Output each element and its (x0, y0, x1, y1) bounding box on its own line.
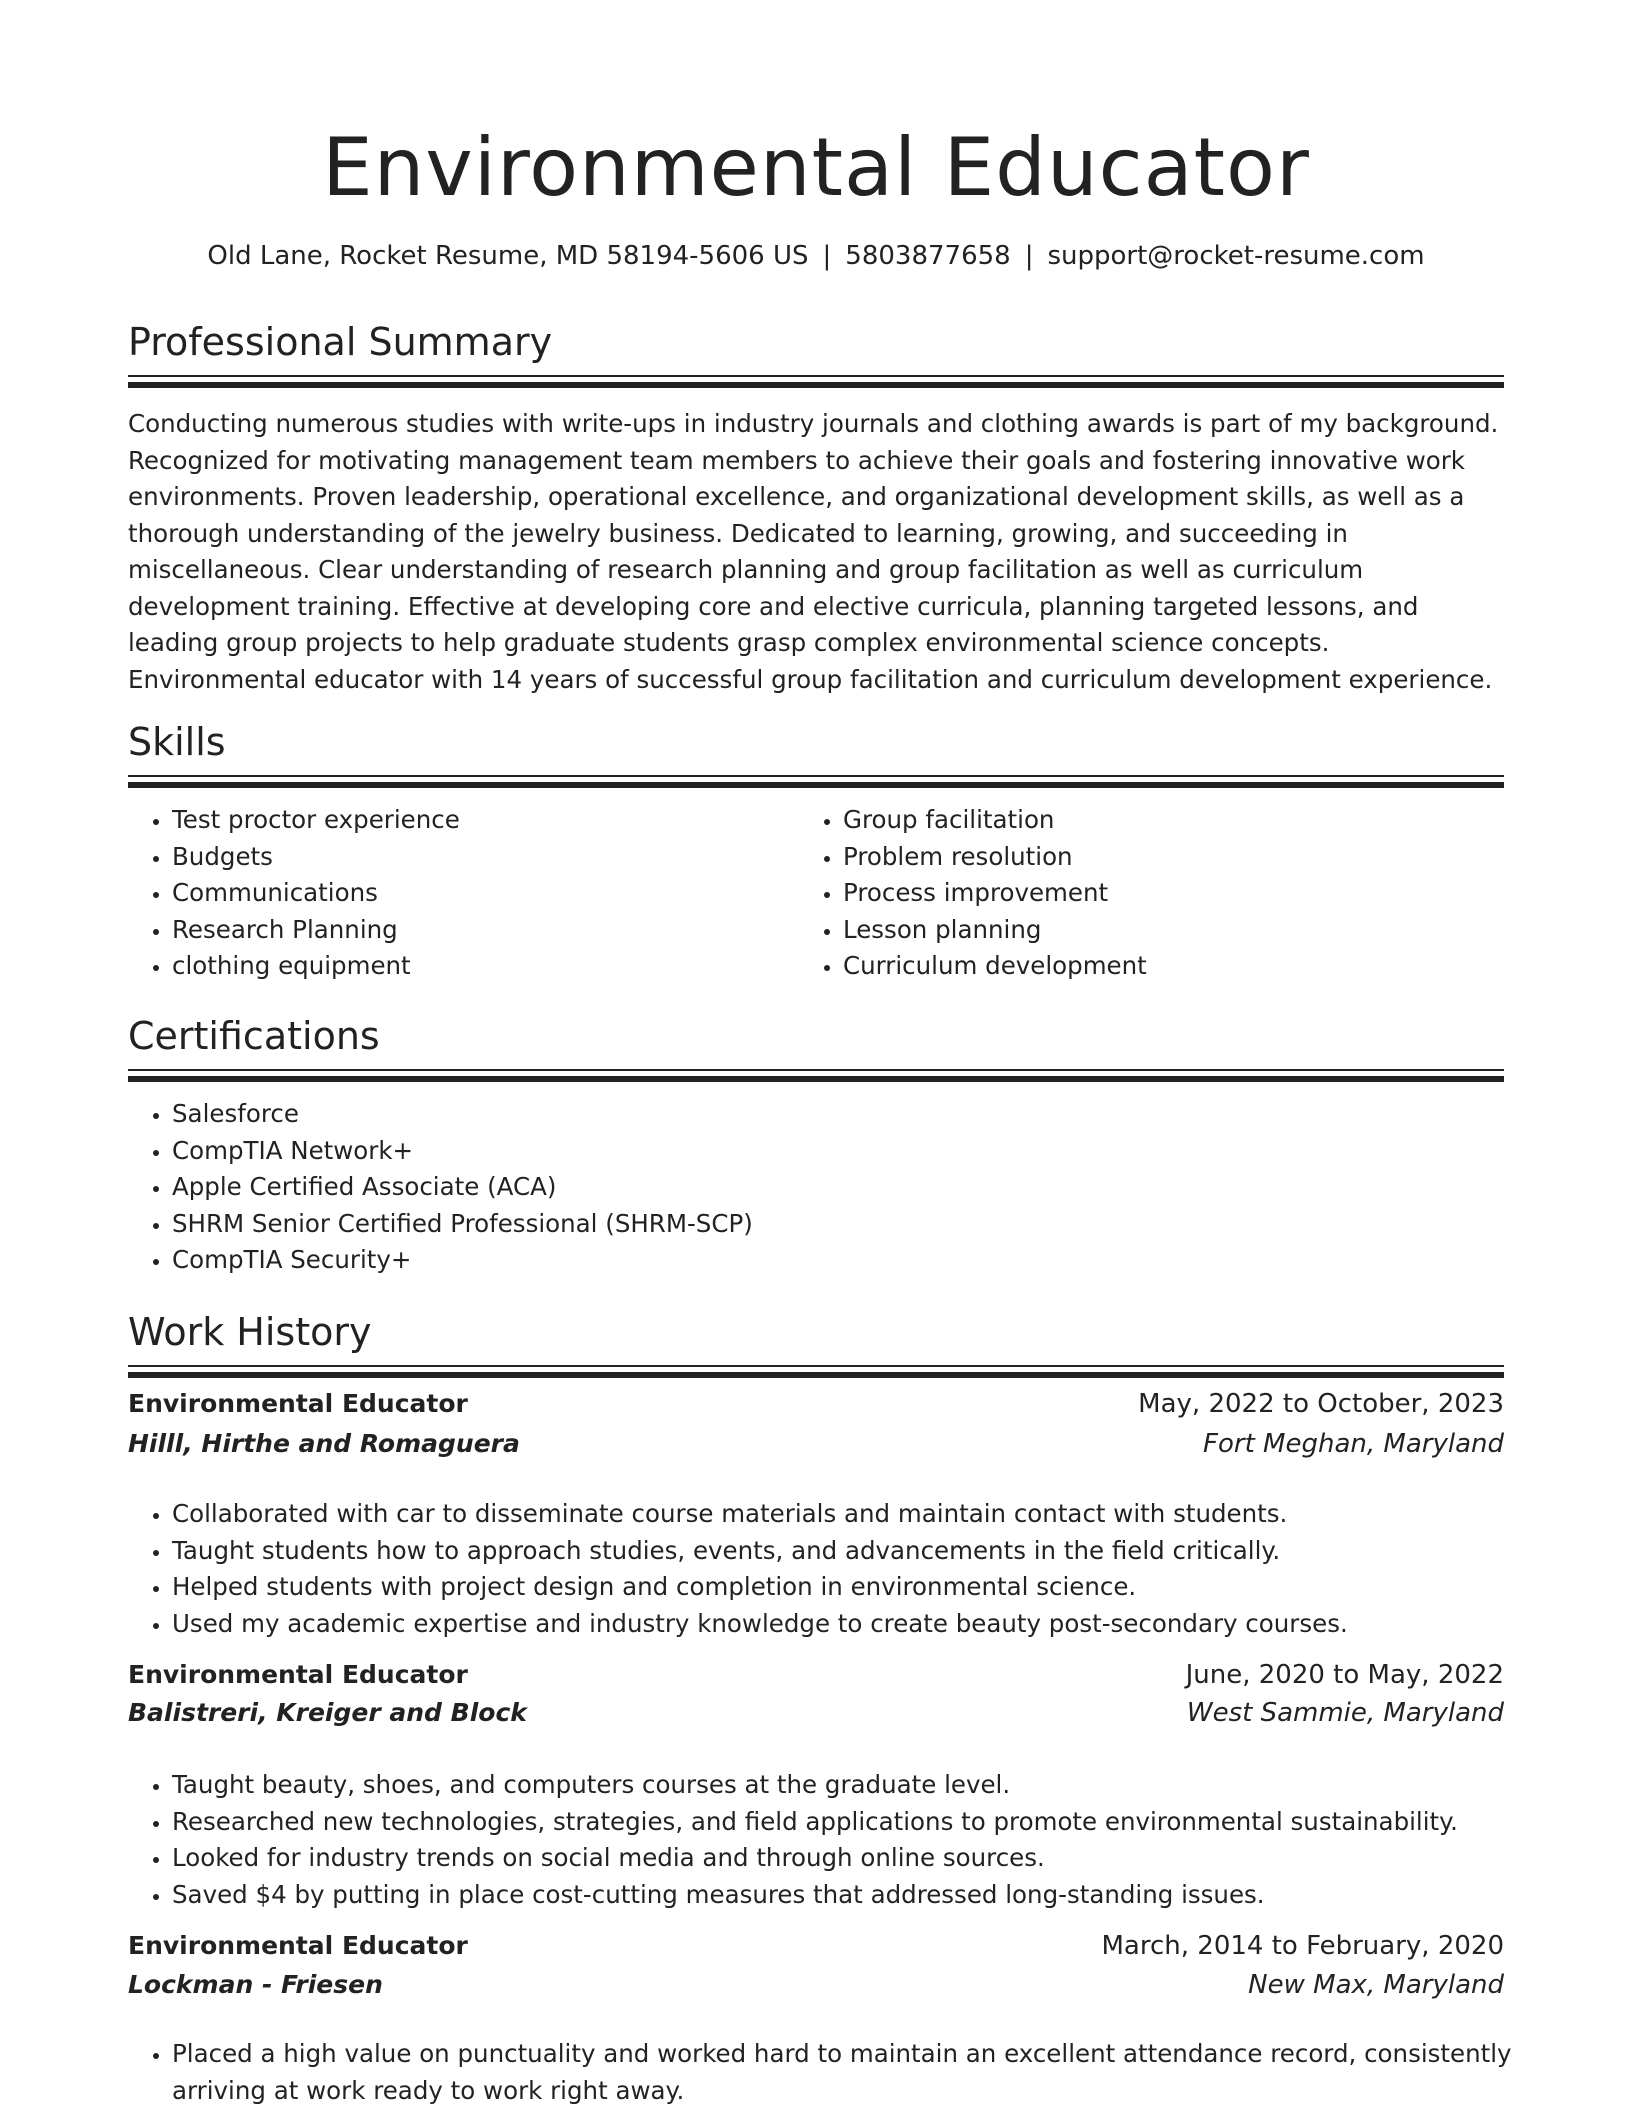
skills-list-left (128, 802, 812, 985)
summary-text: Conducting numerous studies with write-ups in industry journals and clothing awards is part of my background. Recognized for motivating management team members to achieve their goals and fostering innovative work environments. Proven leadership, operational excellence, and organizational development skills, as well as a thorough understanding of the jewelry business. Dedicated to learning, growing, and succeeding in miscellaneous. Clear understanding of research planning and group facilitation as well as curriculum development training. Effective at developing core and elective curricula, planning targeted lessons, and leading group projects to help graduate students grasp complex environmental science concepts. Environmental educator with 14 years of successful group facilitation and curriculum development experience. (128, 409, 1499, 694)
section-divider (128, 1365, 1504, 1378)
job-company: Lockman - Friesen (128, 1970, 383, 1999)
section-heading-certifications: Certifications (128, 1014, 380, 1058)
job-bullets (128, 2036, 1548, 2109)
section-heading-skills: Skills (128, 720, 226, 764)
job-title: Environmental Educator (128, 1931, 468, 1960)
resume-title: Environmental Educator (322, 121, 1310, 214)
list-item: • Test proctor experience (172, 802, 812, 839)
job-location: Fort Meghan, Maryland (1203, 1429, 1504, 1459)
contact-separator: | (1024, 241, 1034, 271)
list-item: • Lesson planning (843, 912, 1543, 949)
list-item: • Collaborated with car to disseminate course materials and maintain contact with students. (172, 1496, 1548, 1533)
contact-separator: | (822, 241, 832, 271)
list-item: • SHRM Senior Certified Professional (SHRM-SCP) (172, 1206, 1472, 1243)
list-item: • Research Planning (172, 912, 812, 949)
section-divider (128, 375, 1504, 388)
section-divider (128, 775, 1504, 788)
contact-address: Old Lane, Rocket Resume, MD 58194-5606 US (207, 241, 809, 271)
list-item: • Placed a high value on punctuality and worked hard to maintain an excellent attendance record, consistently arriving at work ready to work right away. (172, 2036, 1548, 2109)
contact-line (0, 238, 1632, 274)
contact-phone: 5803877658 (845, 241, 1011, 271)
list-item: • clothing equipment (172, 948, 812, 985)
job-location: West Sammie, Maryland (1186, 1698, 1504, 1728)
list-item: • CompTIA Security+ (172, 1242, 1472, 1279)
list-item: • Taught students how to approach studies, events, and advancements in the field critically. (172, 1533, 1548, 1570)
section-heading-work-history: Work History (128, 1310, 372, 1354)
job-title: Environmental Educator (128, 1389, 468, 1418)
job-dates: May, 2022 to October, 2023 (1138, 1389, 1504, 1419)
list-item: • Process improvement (843, 875, 1543, 912)
list-item: • Researched new technologies, strategies, and field applications to promote environmental sustainability. (172, 1804, 1548, 1841)
list-item: • Looked for industry trends on social media and through online sources. (172, 1840, 1548, 1877)
section-divider (128, 1069, 1504, 1082)
job-title: Environmental Educator (128, 1660, 468, 1689)
list-item: • Budgets (172, 839, 812, 876)
list-item: • Curriculum development (843, 948, 1543, 985)
list-item: • Saved $4 by putting in place cost-cutting measures that addressed long-standing issues. (172, 1877, 1548, 1914)
job-bullets (128, 1767, 1548, 1913)
list-item: • Problem resolution (843, 839, 1543, 876)
job-dates: June, 2020 to May, 2022 (1185, 1660, 1504, 1690)
list-item: • Apple Certified Associate (ACA) (172, 1169, 1472, 1206)
skills-list-right (799, 802, 1543, 985)
list-item: • Helped students with project design and completion in environmental science. (172, 1569, 1548, 1606)
list-item: • Group facilitation (843, 802, 1543, 839)
job-company: Balistreri, Kreiger and Block (128, 1698, 527, 1727)
list-item: • CompTIA Network+ (172, 1133, 1472, 1170)
section-heading-summary: Professional Summary (128, 320, 553, 364)
job-company: Hilll, Hirthe and Romaguera (128, 1429, 520, 1458)
certifications-list (128, 1096, 1472, 1279)
list-item: • Used my academic expertise and industry knowledge to create beauty post-secondary courses. (172, 1606, 1548, 1643)
list-item: • Taught beauty, shoes, and computers courses at the graduate level. (172, 1767, 1548, 1804)
job-bullets (128, 1496, 1548, 1642)
job-location: New Max, Maryland (1248, 1970, 1504, 2000)
contact-email[interactable]: support@rocket-resume.com (1047, 241, 1425, 271)
list-item: • Salesforce (172, 1096, 1472, 1133)
list-item: • Communications (172, 875, 812, 912)
job-dates: March, 2014 to February, 2020 (1101, 1931, 1504, 1961)
